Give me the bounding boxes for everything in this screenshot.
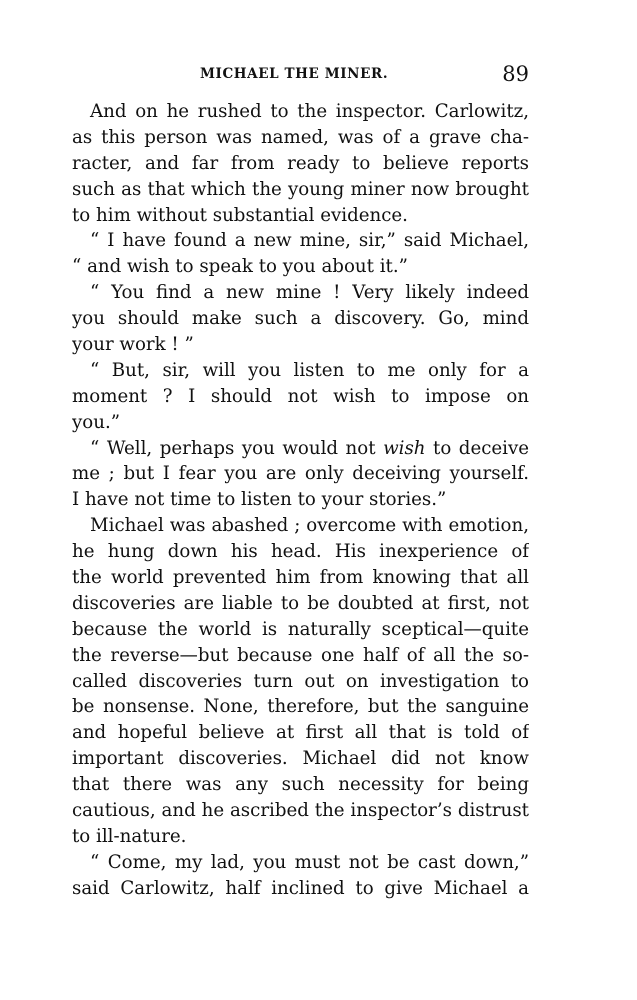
text-line: discoveries are liable to be doubted at first, not [72,592,529,614]
text-run: “ Well, perhaps you would not [90,437,384,459]
text-line: cautious, and he ascribed the inspector’s distrust [72,800,529,822]
text-line: your work ! ” [72,334,194,356]
text-line: called discoveries turn out on investigation to [72,670,529,692]
text-line: and hopeful believe at first all that is told of [72,722,529,744]
text-line: important discoveries. Michael did not know [72,748,529,770]
page-header [72,62,529,90]
page-number: 89 [502,62,529,86]
body-text [72,99,529,902]
text-line: “ You find a new mine ! Very likely indeed [90,282,529,304]
text-line: the world prevented him from knowing that all [72,567,529,589]
text-line: moment ? I should not wish to impose on [72,385,529,407]
text-line: he hung down his head. His inexperience of [72,541,529,563]
text-line: as this person was named, was of a grave cha- [72,126,529,148]
text-line: racter, and far from ready to believe reports [72,152,529,174]
text-line: I have not time to listen to your stories.” [72,489,447,511]
text-line: such as that which the young miner now brought [72,178,529,200]
text-line: me ; but I fear you are only deceiving yourself. [72,463,529,485]
emphasized-word: wish [383,437,426,459]
text-run: to deceive [425,437,529,459]
text-line: you should make such a discovery. Go, mind [72,308,529,330]
text-line: “ and wish to speak to you about it.” [72,256,408,278]
text-line: “ Come, my lad, you must not be cast down,” [90,851,529,873]
running-head: MICHAEL THE MINER. [200,66,389,82]
text-line: that there was any such necessity for being [72,774,529,796]
text-line: because the world is naturally sceptical—quite [72,618,529,640]
text-line: to him without substantial evidence. [72,204,408,226]
text-line: you.” [72,411,121,433]
text-line [72,436,529,462]
text-line: “ But, sir, will you listen to me only for a [90,359,529,381]
text-line: the reverse—but because one half of all the so- [72,644,529,666]
text-line: said Carlowitz, half inclined to give Michael a [72,877,529,899]
text-line: Michael was abashed ; overcome with emotion, [90,515,529,537]
text-line: to ill-nature. [72,825,187,847]
text-line: be nonsense. None, therefore, but the sanguine [72,696,529,718]
text-line: And on he rushed to the inspector. Carlowitz, [90,101,529,122]
text-line: “ I have found a new mine, sir,” said Michael, [90,230,529,252]
